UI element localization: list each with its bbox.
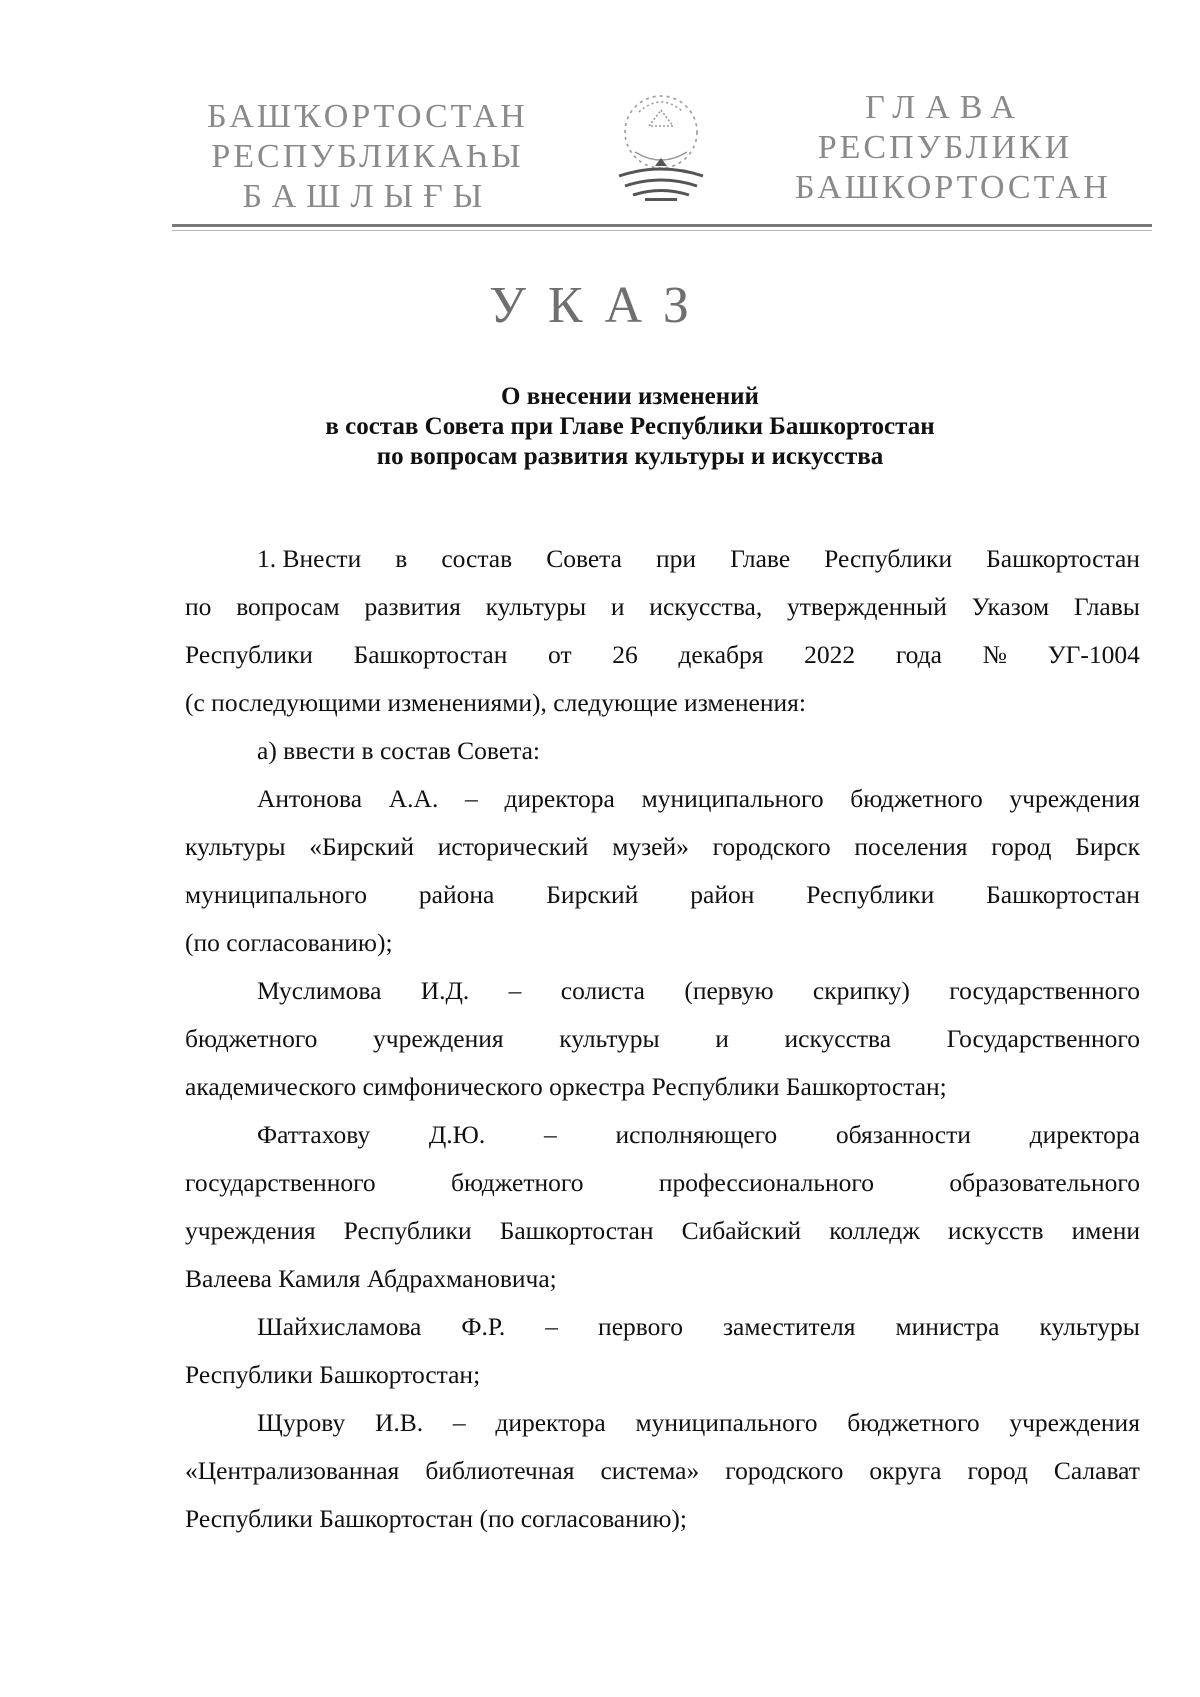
body-word: Государственного <box>946 1024 1140 1053</box>
body-word: А.А. <box>388 784 439 813</box>
body-word: колледж <box>829 1216 920 1245</box>
document-body <box>185 535 1140 1543</box>
document-title <box>190 382 1070 472</box>
body-word: государственного <box>949 976 1140 1005</box>
body-word: обязанности <box>835 1120 971 1149</box>
body-word: – <box>452 1408 466 1437</box>
body-text: академического симфонического оркестра Республики Башкортостан; <box>185 1072 947 1101</box>
body-word: И.В. <box>374 1408 424 1437</box>
body-word: солиста <box>560 976 645 1005</box>
body-word: городского <box>725 1456 844 1485</box>
body-line <box>185 775 1140 823</box>
body-word: учреждения <box>1009 784 1140 813</box>
body-word: Фаттахову <box>257 1120 371 1149</box>
body-word: библиотечная <box>425 1456 575 1485</box>
body-word: муниципального <box>185 880 367 909</box>
body-word: – <box>465 784 478 813</box>
body-line <box>185 1255 1140 1303</box>
body-word: Салават <box>1053 1456 1140 1485</box>
body-line <box>185 1063 1140 1111</box>
body-word: профессионального <box>658 1168 874 1197</box>
header-right-line-2: РЕСПУБЛИКИ <box>817 129 1073 166</box>
body-word: район <box>690 880 755 909</box>
header-right-line-1: ГЛАВА <box>865 89 1025 126</box>
body-word: развития <box>364 592 461 621</box>
body-word: музей» <box>612 832 689 861</box>
body-word: директора <box>504 784 615 813</box>
body-word: Республики <box>806 880 935 909</box>
body-word: государственного <box>185 1168 376 1197</box>
body-word: 1. Внести <box>257 544 362 573</box>
body-word: Шайхисламова <box>257 1312 422 1341</box>
body-line <box>185 1399 1140 1447</box>
body-word: имени <box>1071 1216 1140 1245</box>
body-word: учреждения <box>1009 1408 1140 1437</box>
body-word: город <box>991 832 1052 861</box>
header-right-line-3: БАШКОРТОСТАН <box>795 169 1111 206</box>
body-text: Республики Башкортостан (по согласованию); <box>185 1504 688 1533</box>
body-word: культуры <box>485 592 587 621</box>
body-word: округа <box>869 1456 942 1485</box>
body-word: первого <box>598 1312 683 1341</box>
body-line <box>185 871 1140 919</box>
body-word: муниципального <box>635 1408 818 1437</box>
body-line <box>185 1015 1140 1063</box>
body-word: скрипку) <box>812 976 910 1005</box>
body-text: (по согласованию); <box>185 928 393 957</box>
body-word: (первую <box>684 976 774 1005</box>
body-word: И.Д. <box>420 976 470 1005</box>
body-line <box>185 967 1140 1015</box>
body-word: – <box>543 1120 557 1149</box>
body-text: (с последующими изменениями), следующие изменения: <box>185 688 806 717</box>
coat-of-arms-icon <box>605 82 717 207</box>
body-word: в <box>395 544 408 573</box>
body-line <box>185 823 1140 871</box>
body-word: Башкортостан <box>499 1216 654 1245</box>
body-word: Башкортостан <box>986 880 1140 909</box>
body-word: Антонова <box>257 784 363 813</box>
body-word: Главы <box>1073 592 1140 621</box>
body-word: исполняющего <box>615 1120 778 1149</box>
body-word: по <box>185 592 212 621</box>
body-word: культуры <box>1039 1312 1140 1341</box>
body-word: бюджетного <box>847 1408 980 1437</box>
body-word: бюджетного <box>451 1168 584 1197</box>
body-word: УГ-1004 <box>1047 640 1140 669</box>
header-divider-thin <box>172 230 1152 231</box>
body-word: Совета <box>546 544 622 573</box>
body-word: исторический <box>437 832 589 861</box>
body-word: муниципального <box>641 784 824 813</box>
body-word: Башкортостан <box>986 544 1140 573</box>
body-word: искусства, <box>649 592 763 621</box>
body-word: Ф.Р. <box>461 1312 506 1341</box>
body-line <box>185 1351 1140 1399</box>
title-line-1: О внесении изменений <box>501 383 759 410</box>
body-word: Щурову <box>257 1408 346 1437</box>
body-word: 2022 <box>804 640 856 669</box>
body-line <box>185 679 1140 727</box>
body-line <box>185 727 1140 775</box>
title-line-2: в состав Совета при Главе Республики Башкортостан <box>325 413 935 440</box>
body-line <box>185 1303 1140 1351</box>
body-word: директора <box>1029 1120 1140 1149</box>
body-line <box>185 1447 1140 1495</box>
body-line <box>185 1111 1140 1159</box>
body-word: – <box>508 976 522 1005</box>
body-word: Республики <box>824 544 953 573</box>
body-word: Республики <box>343 1216 472 1245</box>
body-word: искусств <box>947 1216 1044 1245</box>
body-word: и <box>715 1024 729 1053</box>
body-word: от <box>548 640 572 669</box>
header-left-line-2: РЕСПУБЛИКАҺЫ <box>211 138 524 175</box>
header-left-line-1: БАШҠОРТОСТАН <box>207 98 528 135</box>
body-text: Республики Башкортостан; <box>185 1360 481 1389</box>
body-word: 26 <box>612 640 638 669</box>
body-line <box>185 583 1140 631</box>
body-word: бюджетного <box>850 784 983 813</box>
header-right-russian <box>795 88 1111 208</box>
body-word: заместителя <box>722 1312 856 1341</box>
body-line <box>185 919 1140 967</box>
body-word: Главе <box>730 544 791 573</box>
body-text: Валеева Камиля Абдрахмановича; <box>185 1264 557 1293</box>
body-word: состав <box>441 544 513 573</box>
body-word: года <box>895 640 942 669</box>
body-word: «Бирский <box>309 832 415 861</box>
body-word: Бирский <box>546 880 639 909</box>
body-word: Бирск <box>1075 832 1140 861</box>
title-line-3: по вопросам развития культуры и искусства <box>376 443 884 470</box>
body-word: городского <box>712 832 831 861</box>
body-word: культуры <box>185 832 286 861</box>
body-word: «Централизованная <box>185 1456 400 1485</box>
body-word: района <box>418 880 495 909</box>
body-word: город <box>967 1456 1028 1485</box>
body-word: и <box>610 592 625 621</box>
body-line <box>185 1495 1140 1543</box>
body-word: № <box>982 640 1007 669</box>
body-word: министра <box>895 1312 1000 1341</box>
body-word: Указом <box>971 592 1050 621</box>
body-line <box>185 1159 1140 1207</box>
body-word: директора <box>495 1408 606 1437</box>
body-word: образовательного <box>949 1168 1140 1197</box>
body-word: декабря <box>678 640 764 669</box>
body-word: Сибайский <box>681 1216 802 1245</box>
body-word: вопросам <box>236 592 340 621</box>
body-line <box>185 1207 1140 1255</box>
body-text: а) ввести в состав Совета: <box>257 736 541 765</box>
body-word: учреждения <box>373 1024 504 1053</box>
body-line <box>185 535 1140 583</box>
body-word: культуры <box>559 1024 660 1053</box>
body-word: Муслимова <box>257 976 382 1005</box>
body-word: бюджетного <box>185 1024 318 1053</box>
body-word: Республики <box>185 640 313 669</box>
body-word: утвержденный <box>787 592 947 621</box>
body-word: поселения <box>854 832 968 861</box>
header-left-line-3: БАШЛЫҒЫ <box>242 178 493 215</box>
header-left-bashkir <box>200 97 535 217</box>
body-word: искусства <box>784 1024 892 1053</box>
body-word: – <box>545 1312 559 1341</box>
body-word: при <box>655 544 697 573</box>
body-word: система» <box>600 1456 700 1485</box>
body-line <box>185 631 1140 679</box>
header-divider-thick <box>172 224 1152 227</box>
document-type: УКАЗ <box>489 277 711 334</box>
body-word: Д.Ю. <box>428 1120 486 1149</box>
body-word: учреждения <box>185 1216 316 1245</box>
body-word: Башкортостан <box>353 640 508 669</box>
